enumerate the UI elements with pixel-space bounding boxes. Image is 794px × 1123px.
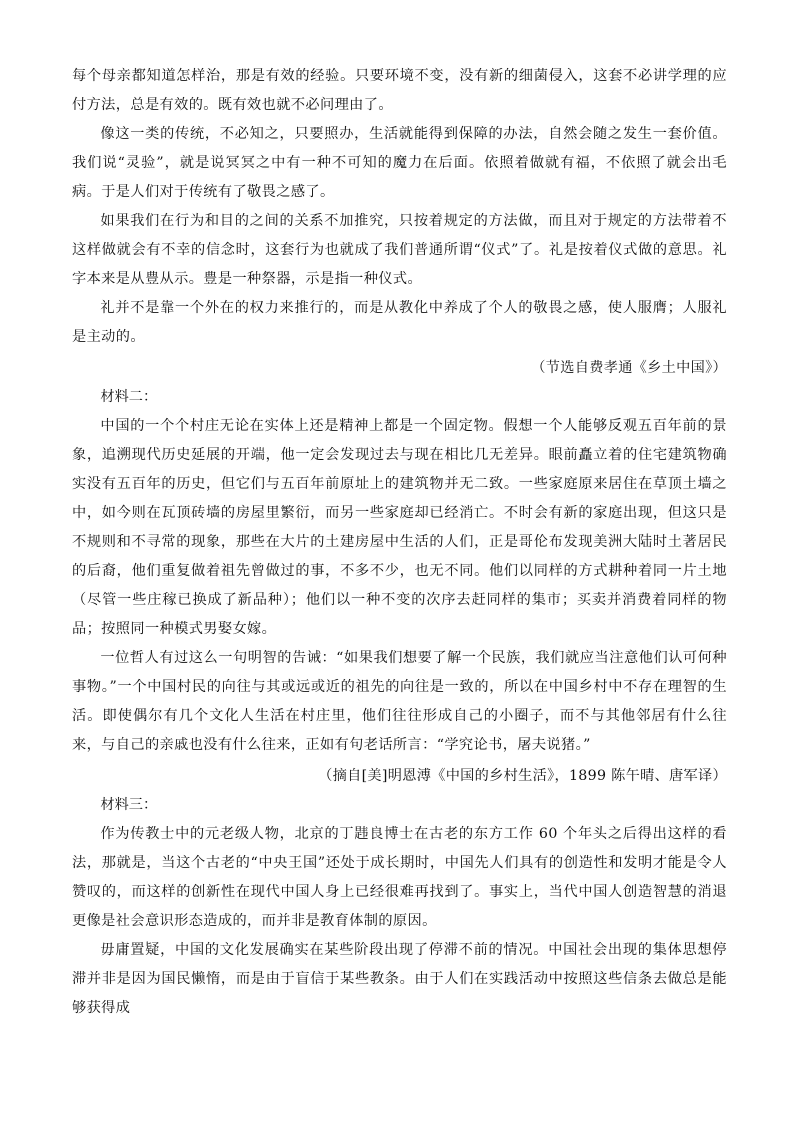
material-three (72, 791, 727, 1023)
document-page (72, 62, 727, 1023)
paragraph-3: 如果我们在行为和目的之间的关系不加推究，只按着规定的方法做，而且对于规定的方法带着不这样做就会有不幸的信念时，这套行为也就成了我们普通所谓“仪式”了。礼是按着仪式做的意思。礼字本来是从豊从示。豊是一种祭器，示是指一种仪式。 (72, 213, 727, 287)
paragraph-6: 一位哲人有过这么一句明智的告诫：“如果我们想要了解一个民族，我们就应当注意他们认可何种事物。”一个中国村民的向往与其或远或近的祖先的向往是一致的，所以在中国乡村中不存在理智的生活。即使偶尔有几个文化人生活在村庄里，他们往往形成自己的小圈子，而不与其他邻居有什么往来，与自己的亲戚也没有什么往来，正如有句老话所言：“学究论书，屠夫说猪。” (72, 650, 727, 753)
material-two (72, 383, 727, 791)
source-citation-2: （摘自[美]明恩溥《中国的乡村生活》，1899 陈午晴、唐军译） (318, 768, 727, 784)
paragraph-5: 中国的一个个村庄无论在实体上还是精神上都是一个固定物。假想一个人能够反观五百年前的景象，追溯现代历史延展的开端，他一定会发现过去与现在相比几无差异。眼前矗立着的住宅建筑物确实没有五百年的历史，但它们与五百年前原址上的建筑物并无二致。一些家庭原来居住在草顶土墙之中，如今则在瓦顶砖墙的房屋里繁衍，而另一些家庭却已经消亡。不时会有新的家庭出现，但这只是不规则和不寻常的现象，那些在大片的土建房屋中生活的人们，正是哥伦布发现美洲大陆时土著居民的后裔，他们重复做着祖先曾做过的事，不多不少，也无不同。他们以同样的方式耕种着同一片土地（尽管一些庄稼已换成了新品种）；他们以一种不变的次序去赶同样的集市；买卖并消费着同样的物品；按照同一种模式男娶女嫁。 (72, 418, 727, 637)
material-one-continuation (72, 62, 727, 383)
paragraph-8: 毋庸置疑，中国的文化发展确实在某些阶段出现了停滞不前的情况。中国社会出现的集体思想停滞并非是因为国民懒惰，而是由于盲信于某些教条。由于人们在实践活动中按照这些信条去做总是能够获得成 (72, 942, 727, 1016)
paragraph-7: 作为传教士中的元老级人物，北京的丁韪良博士在古老的东方工作 60 个年头之后得出这样的看法，那就是，当这个古老的“中央王国”还处于成长期时，中国先人们具有的创造性和发明才能是令人赞叹的，而这样的创新性在现代中国人身上已经很难再找到了。事实上，当代中国人创造智慧的消退更像是社会意识形态造成的，而并非是教育体制的原因。 (72, 826, 727, 929)
section-heading-material-3: 材料三： (100, 797, 158, 813)
section-heading-material-2: 材料二： (100, 389, 158, 405)
source-citation-1: （节选自费孝通《乡土中国》） (531, 360, 727, 376)
paragraph-2: 像这一类的传统，不必知之，只要照办，生活就能得到保障的办法，自然会随之发生一套价值。我们说“灵验”，就是说冥冥之中有一种不可知的魔力在后面。依照着做就有福，不依照了就会出毛病。于是人们对于传统有了敬畏之感了。 (72, 126, 727, 200)
paragraph-1: 每个母亲都知道怎样治，那是有效的经验。只要环境不变，没有新的细菌侵入，这套不必讲学理的应付方法，总是有效的。既有效也就不必问理由了。 (72, 68, 727, 113)
paragraph-4: 礼并不是靠一个外在的权力来推行的，而是从教化中养成了个人的敬畏之感，使人服膺；人服礼是主动的。 (72, 300, 727, 345)
